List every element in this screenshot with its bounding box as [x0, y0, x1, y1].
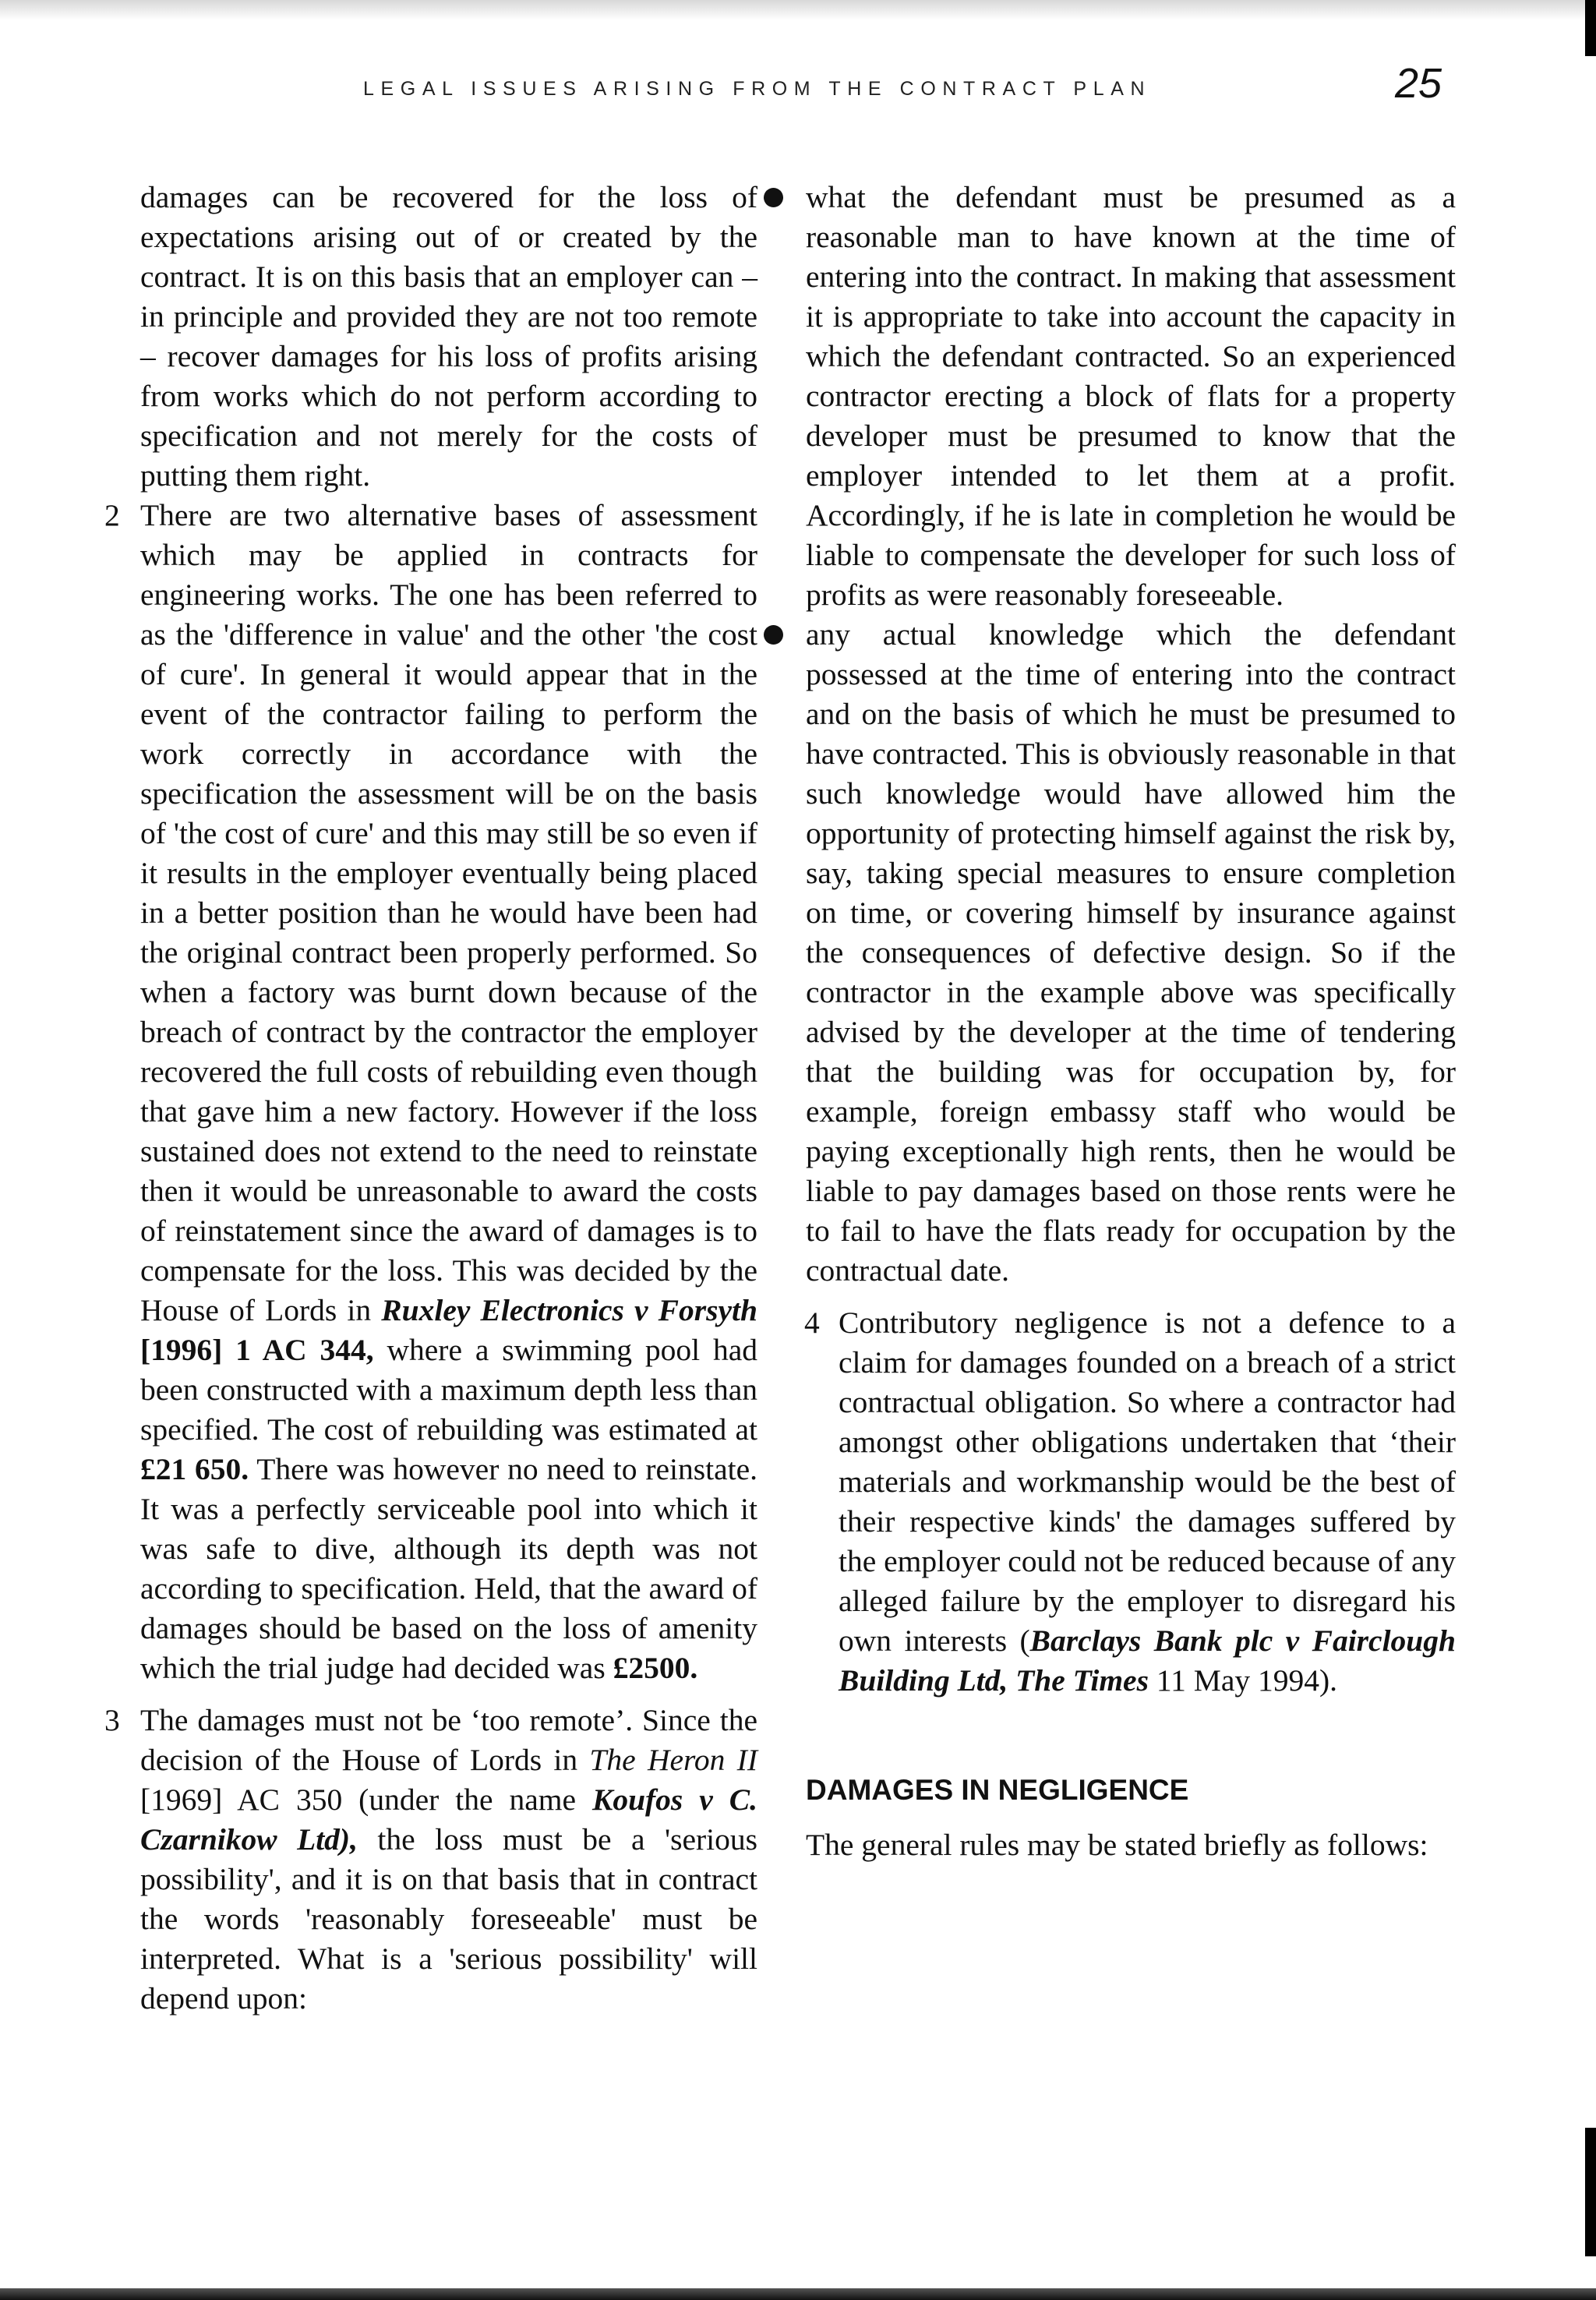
bullet-item: [806, 178, 1456, 615]
running-header: LEGAL ISSUES ARISING FROM THE CONTRACT PLAN: [363, 78, 1152, 100]
amount: £2500.: [613, 1651, 698, 1685]
list-number: 3: [104, 1703, 120, 1737]
scan-shadow: [0, 0, 1596, 20]
scan-bottom-edge: [0, 2288, 1596, 2300]
case-name: The Heron II: [589, 1743, 757, 1777]
list-number: 2: [104, 498, 120, 532]
case-name: Koufos v C. Czarnikow Ltd),: [140, 1782, 758, 1857]
bullet-text: what the defendant must be presumed as a reasonable man to have known at the time of entering into the contract. In making that assessment it is appropriate to take into account the capacity in which the defendant contracted. So an experienced contractor erecting a block of flats for a property developer must be presumed to know that the employer intended to let them at a profit. Accordingly, if he is late in completion he would be liable to compensate the developer for such loss of profits as were reasonably foreseeable.: [806, 180, 1456, 612]
continuation-paragraph: damages can be recovered for the loss of expectations arising out of or created by the contract. It is on this basis that an employer can – in principle and provided they are not too remote – recover damages for his loss of profits arising from works which do not perform according to specification and not merely for the costs of putting them right.: [140, 180, 757, 493]
case-citation: [1996] 1 AC 344,: [140, 1333, 374, 1367]
list-item-text: There are two alternative bases of assessment which may be applied in contracts for engineering works. The one has been referred to as the 'difference in value' and the other 'the cost of cure'. In general it would appear that in the event of the contractor failing to perform the work correctly in accordance with the specification the assessment will be on the basis of 'the cost of cure' and this may still be so even if it results in the employer eventually being placed in a better position than he would have been had the original contract been properly performed. So when a factory was burnt down because of the breach of contract by the contractor the employer recovered the full costs of rebuilding even though that gave him a new factory. However if the loss sustained does not extend to the need to reinstate then it would be unreasonable to award the costs of reinstatement since the award of damages is to compensate for the loss. This was decided by the House of Lords in Ruxley Electronics v Forsyth [1996] 1 AC 344, where a swimming pool had been constructed with a maximum depth less than specified. The cost of rebuilding was estimated at £21 650. There was however no need to reinstate. It was a perfectly serviceable pool into which it was safe to dive, although its depth was not according to specification. Held, that the award of damages should be based on the loss of amenity which the trial judge had decided was £2500.: [140, 498, 758, 1685]
bullet-text: any actual knowledge which the defendant possessed at the time of entering into the contract and on the basis of which he must be presumed to have contracted. This is obviously reasonable in that such knowledge would have allowed him the opportunity of protecting himself against the risk by, say, taking special measures to ensure completion on time, or covering himself by insurance against the consequences of defective design. So if the contractor in the example above was specifically advised by the developer at the time of tendering that the building was for occupation by, for example, foreign embassy staff who would be paying exceptionally high rents, then he would be liable to pay damages based on those rents were he to fail to have the flats ready for occupation by the contractual date.: [806, 617, 1456, 1288]
section-heading: DAMAGES IN NEGLIGENCE: [806, 1774, 1189, 1806]
bullet-icon: [764, 178, 783, 217]
scan-edge-mark: [1585, 0, 1596, 56]
bullet-icon: [764, 615, 783, 655]
case-name: Ruxley Electronics v Forsyth: [381, 1293, 758, 1327]
list-item-text: The damages must not be ‘too remote’. Since the decision of the House of Lords in The Heron II [1969] AC 350 (under the name Koufos v C. Czarnikow Ltd), the loss must be a 'serious possibility', and it is on that basis that in contract the words 'reasonably foreseeable' must be interpreted. What is a 'serious possibility' will depend upon:: [140, 1703, 758, 2016]
left-column: [104, 178, 758, 2019]
list-item-4: [804, 1303, 1456, 1701]
case-name: Barclays Bank plc v Fairclough Building Ltd, The Times: [839, 1623, 1456, 1698]
bullet-item: [806, 615, 1456, 1291]
right-column: [806, 178, 1456, 1865]
section-intro: The general rules may be stated briefly as follows:: [806, 1828, 1428, 1862]
list-item-text: Contributory negligence is not a defence to a claim for damages founded on a breach of a strict contractual obligation. So where a contractor had amongst other obligations undertaken that ‘their materials and workmanship would be the best of their respective kinds' the damages suffered by the employer could not be reduced because of any alleged failure by the employer to disregard his own interests (Barclays Bank plc v Fairclough Building Ltd, The Times 11 May 1994).: [839, 1305, 1456, 1698]
list-number: 4: [804, 1305, 820, 1340]
scan-edge-mark: [1585, 2128, 1596, 2256]
page-number: 25: [1395, 60, 1442, 107]
amount: £21 650.: [140, 1452, 249, 1486]
list-item-3: [104, 1701, 758, 2019]
list-item-2: [104, 496, 758, 1688]
